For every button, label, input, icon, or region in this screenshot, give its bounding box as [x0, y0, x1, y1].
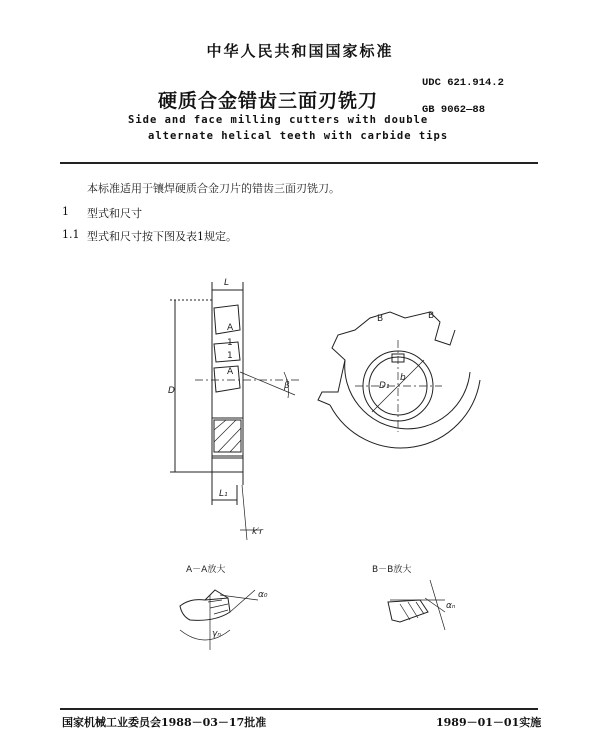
caption-aa: A－A放大 [186, 565, 226, 575]
section-marker-b-right: B [428, 311, 435, 321]
gb-code: GB 9062—88 [422, 104, 486, 116]
dim-D-label: D [168, 386, 175, 396]
english-title-line-1: Side and face milling cutters with double [128, 114, 429, 126]
section-aa-detail [180, 590, 258, 650]
dim-L-label: L [224, 278, 230, 288]
front-view [318, 312, 480, 448]
section-1-title: 型式和尺寸 [87, 207, 142, 220]
section-1-1-number: 1.1 [62, 228, 80, 241]
approval-note: 国家机械工业委员会1988－03－17批准 [62, 716, 267, 729]
side-view [170, 282, 300, 540]
marker-1-bottom: 1 [227, 351, 233, 361]
footer-divider [60, 708, 538, 710]
caption-bb: B－B放大 [372, 565, 412, 575]
dim-D1-label: D₁ [379, 381, 390, 391]
angle-kr-label: k′r [252, 527, 263, 537]
angle-alpha0-label: α₀ [258, 590, 268, 600]
section-marker-b-left: B [377, 314, 384, 324]
scope-paragraph: 本标准适用于镶焊硬质合金刀片的错齿三面刃铣刀。 [87, 182, 340, 195]
section-marker-a-top: A [227, 323, 234, 333]
dim-L1-label: L₁ [219, 489, 228, 499]
section-marker-a-bottom: A [227, 367, 234, 377]
section-1-1-text: 型式和尺寸按下图及表1规定。 [87, 230, 237, 243]
dim-b-label: b [400, 373, 406, 383]
english-title-line-2: alternate helical teeth with carbide tips [148, 130, 449, 142]
angle-gamma-label: γₙ [212, 629, 221, 639]
angle-beta-label: β [284, 381, 290, 391]
document-title: 硬质合金错齿三面刃铣刀 [158, 90, 379, 112]
standard-title: 中华人民共和国国家标准 [206, 42, 394, 60]
udc-code: UDC 621.914.2 [422, 77, 504, 89]
marker-1-top: 1 [227, 338, 233, 348]
angle-alphan-label: αₙ [446, 601, 456, 611]
section-bb-detail [388, 580, 445, 630]
section-1-number: 1 [62, 205, 69, 218]
implementation-date: 1989－01－01实施 [436, 716, 542, 729]
